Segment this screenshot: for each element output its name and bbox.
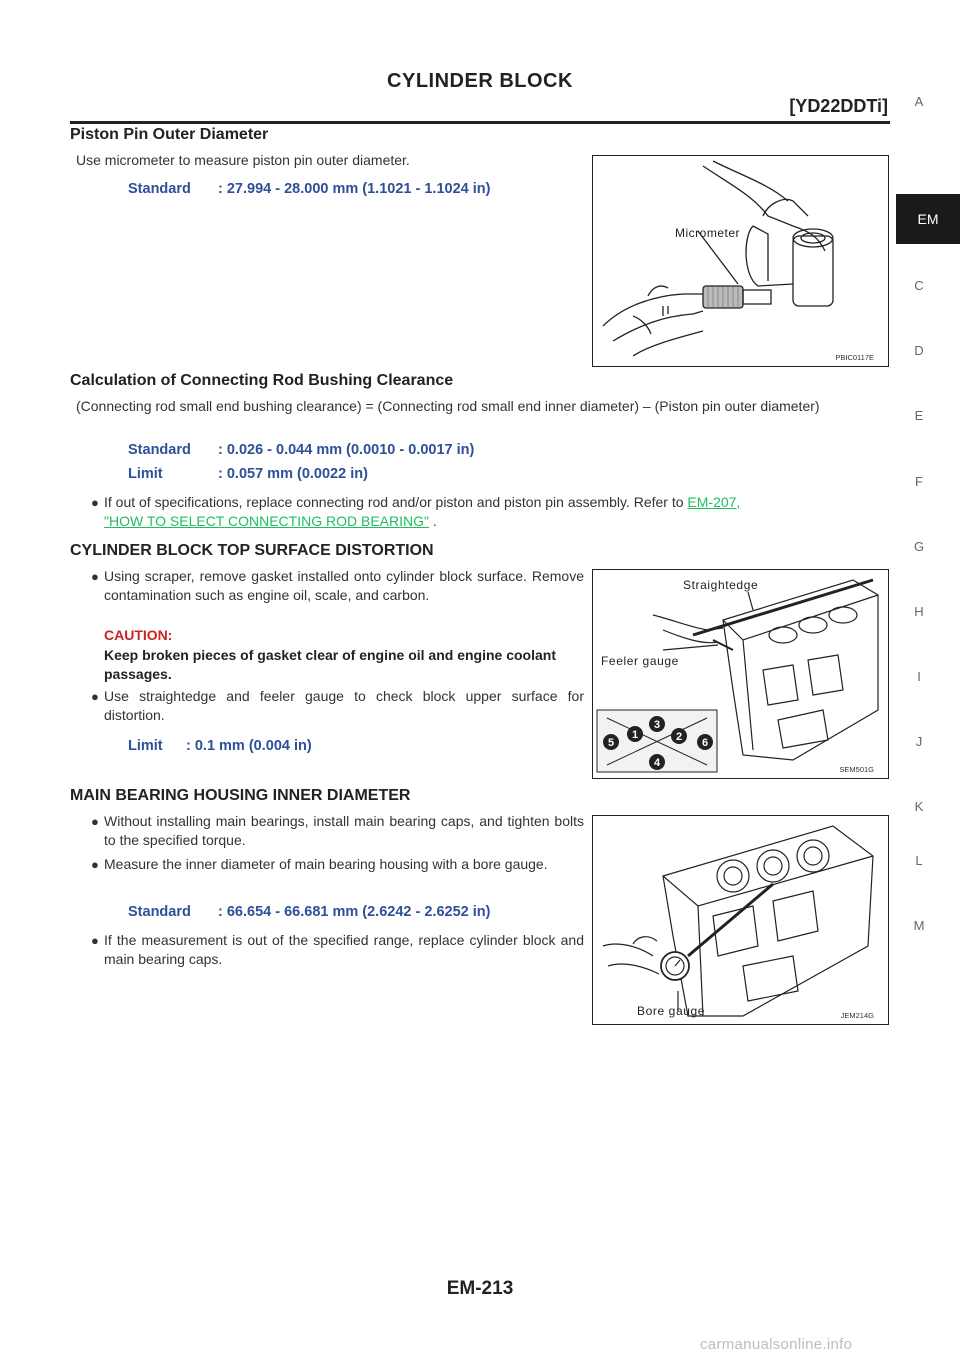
index-tab-k[interactable]: K xyxy=(914,799,924,814)
distortion-bullet-2 xyxy=(91,687,584,725)
housing-bullet-2-text: Measure the inner diameter of main bearing housing with a bore gauge. xyxy=(104,856,548,872)
index-tab-d[interactable]: D xyxy=(914,343,924,358)
header-rule xyxy=(70,121,890,124)
index-tab-l[interactable]: L xyxy=(915,853,923,868)
bore-gauge-illustration xyxy=(593,816,888,1024)
point-1-label: 1 xyxy=(631,729,639,741)
bushing-bullet-text: If out of specifications, replace connecting rod and/or piston and piston pin assembly. Refer to xyxy=(104,494,688,510)
point-3-label: 3 xyxy=(653,719,661,731)
figure-code: JEM214G xyxy=(840,1011,874,1020)
bushing-limit xyxy=(128,466,368,482)
point-6-label: 6 xyxy=(701,737,709,749)
housing-bullet-1 xyxy=(91,812,584,850)
caution-label: CAUTION: xyxy=(104,627,173,643)
index-tab-i[interactable]: I xyxy=(917,669,921,684)
piston-pin-text: Use micrometer to measure piston pin outer diameter. xyxy=(76,152,410,168)
limit-value: : 0.1 mm (0.004 in) xyxy=(186,738,312,754)
bullet-icon: ● xyxy=(91,569,99,584)
housing-bullet-3-text: If the measurement is out of the specified range, replace cylinder block and main bearing caps. xyxy=(104,932,584,967)
spec-label: Standard xyxy=(128,181,191,197)
feeler-gauge-label: Feeler gauge xyxy=(601,654,679,668)
housing-standard xyxy=(128,904,490,920)
housing-bullet-1-text: Without installing main bearings, install main bearing caps, and tighten bolts to the specified torque. xyxy=(104,813,584,848)
point-5-label: 5 xyxy=(607,737,615,749)
section-heading-piston-pin: Piston Pin Outer Diameter xyxy=(70,126,269,143)
index-tab-g[interactable]: G xyxy=(913,539,925,554)
section-heading-distortion: CYLINDER BLOCK TOP SURFACE DISTORTION xyxy=(70,542,434,559)
spec-value: : 66.654 - 66.681 mm (2.6242 - 2.6252 in) xyxy=(218,904,491,920)
bushing-bullet-end: . xyxy=(428,513,437,529)
bullet-icon: ● xyxy=(91,495,99,510)
bullet-icon: ● xyxy=(91,814,99,829)
link-em-207[interactable]: EM-207, xyxy=(687,494,741,510)
straightedge-figure xyxy=(592,569,889,779)
bullet-icon: ● xyxy=(91,689,99,704)
distortion-bullet-1 xyxy=(91,567,584,605)
point-4-label: 4 xyxy=(653,757,661,769)
housing-bullet-2 xyxy=(91,855,584,874)
figure-code: SEM501G xyxy=(839,765,874,774)
micrometer-label: Micrometer xyxy=(675,226,741,240)
piston-pin-standard xyxy=(128,181,490,197)
cylinder-block-illustration xyxy=(593,570,888,778)
caution-text: Keep broken pieces of gasket clear of engine oil and engine coolant passages. xyxy=(104,647,556,682)
index-tab-e[interactable]: E xyxy=(914,408,924,423)
index-tab-j[interactable]: J xyxy=(915,734,923,749)
page-number: EM-213 xyxy=(446,1278,514,1299)
housing-bullet-3 xyxy=(91,931,584,969)
bullet-icon: ● xyxy=(91,933,99,948)
link-how-to-select-bearing[interactable]: "HOW TO SELECT CONNECTING ROD BEARING" xyxy=(104,513,429,529)
bore-gauge-label: Bore gauge xyxy=(637,1004,706,1018)
index-tab-f[interactable]: F xyxy=(915,474,923,489)
figure-code: PBIC0117E xyxy=(835,353,874,362)
straightedge-label: Straightedge xyxy=(683,578,759,592)
distortion-limit xyxy=(128,738,312,754)
distortion-bullet-2-text: Use straightedge and feeler gauge to check block upper surface for distortion. xyxy=(104,688,584,723)
section-heading-bushing: Calculation of Connecting Rod Bushing Clearance xyxy=(70,372,454,389)
distortion-bullet-1-text: Using scraper, remove gasket installed onto cylinder block surface. Remove contamination such as engine oil, scale, and carbon. xyxy=(104,568,584,603)
page-title: CYLINDER BLOCK xyxy=(387,70,573,92)
index-tab-m[interactable]: M xyxy=(913,918,925,933)
point-2-label: 2 xyxy=(675,731,683,743)
limit-label: Limit xyxy=(128,738,163,754)
bore-gauge-figure xyxy=(592,815,889,1025)
index-tab-a[interactable]: A xyxy=(914,94,924,109)
spec-value: : 0.026 - 0.044 mm (0.0010 - 0.0017 in) xyxy=(218,442,475,458)
spec-label: Standard xyxy=(128,442,191,458)
micrometer-figure xyxy=(592,155,889,367)
spec-value: : 27.994 - 28.000 mm (1.1021 - 1.1024 in) xyxy=(218,181,491,197)
bushing-bullet xyxy=(91,493,888,531)
engine-code: [YD22DDTi] xyxy=(789,96,888,116)
limit-label: Limit xyxy=(128,466,163,482)
spec-label: Standard xyxy=(128,904,191,920)
index-tab-h[interactable]: H xyxy=(914,604,924,619)
bushing-standard xyxy=(128,442,474,458)
section-heading-housing: MAIN BEARING HOUSING INNER DIAMETER xyxy=(70,787,411,804)
bushing-formula: (Connecting rod small end bushing clearance) = (Connecting rod small end inner diameter) – (Piston pin outer diameter) xyxy=(76,398,820,414)
index-tab-em-active[interactable]: EM xyxy=(896,194,960,244)
micrometer-illustration xyxy=(593,156,888,366)
limit-value: : 0.057 mm (0.0022 in) xyxy=(218,466,368,482)
index-tab-c[interactable]: C xyxy=(914,278,924,293)
bullet-icon: ● xyxy=(91,857,99,872)
watermark: carmanualsonline.info xyxy=(700,1336,853,1353)
